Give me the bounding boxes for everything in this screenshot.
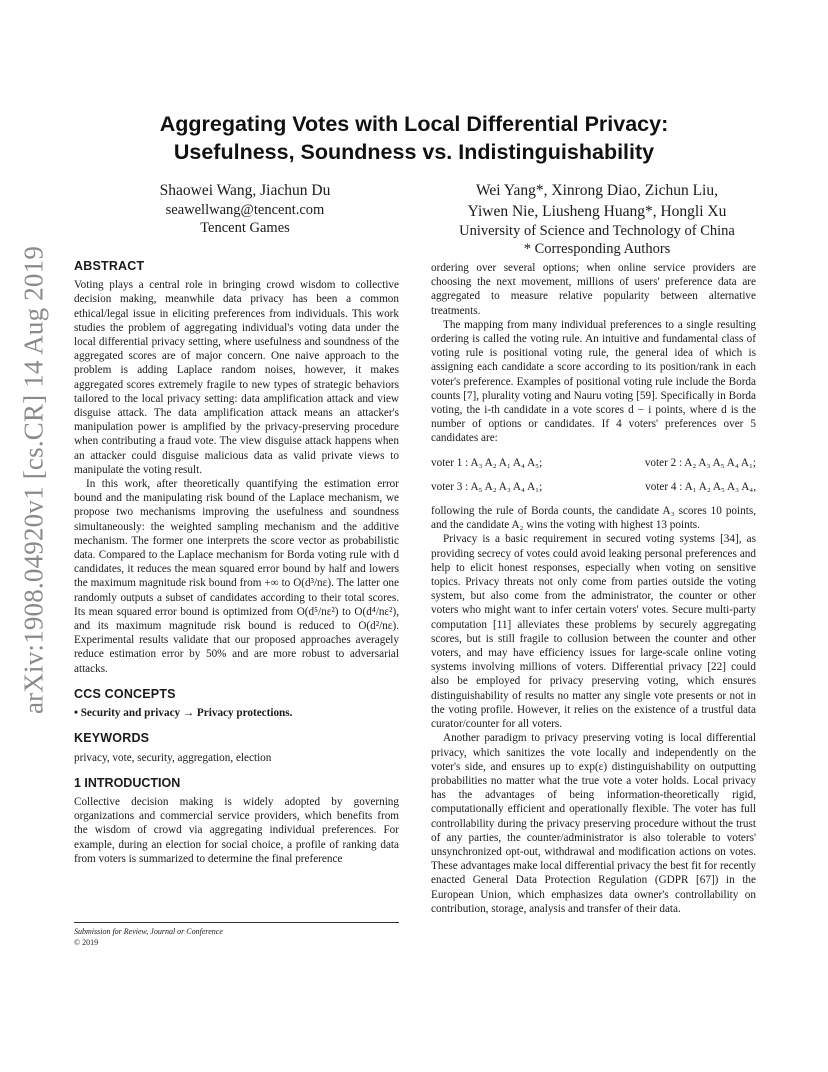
vote-row-2: [431, 480, 756, 494]
right-paragraph-1: ordering over several options; when online service providers are choosing the next movement, millions of users' preference data are aggregated to measure relative popularity between alternative treatments.: [431, 262, 756, 317]
right-column: [431, 261, 756, 916]
abstract-heading: ABSTRACT: [74, 259, 145, 273]
author-affiliation-left: Tencent Games: [200, 220, 290, 236]
voter-1-preference: voter 1 : A₃ A₂ A₁ A₄ A₅;: [431, 456, 543, 469]
voter-3-preference: voter 3 : A₅ A₂ A₃ A₄ A₁;: [431, 480, 543, 493]
right-paragraph-2: The mapping from many individual preferences to a single resulting ordering is called the voting rule. An intuitive and fundamental class of voting rule is positional voting rule, the general idea of which is assigning each candidate a score according to its position/rank in each voter's preference. Examples of positional voting rule include the Borda counts [7], plurality voting and Nauru voting [59]. Specifically in Borda voting, the i-th candidate in a vote scores d − i points, where d is the number of options or candidates. If 4 voters' preferences over 5 candidates are:: [431, 318, 756, 445]
vote-row-1: [431, 456, 756, 470]
author-email: seawellwang@tencent.com: [165, 202, 325, 218]
introduction-paragraph-1: Collective decision making is widely adopted by governing organizations and commercial service providers, which benefits from the wisdom of crowd via aggregating individual preferences. For example, during an election for social choice, a profile of ranking data from voters is summarized to determine the final preference: [74, 795, 399, 865]
abstract-paragraph-2: In this work, after theoretically quantifying the estimation error bound and the manipulating risk bound of the Laplace mechanism, we propose two mechanisms improving the usefulness and soundness simultaneously: the weighted sampling mechanism and the additive mechanism. The former one interprets the score vector as probabilistic data. Compared to the Laplace mechanism for Borda voting rule with d candidates, it reduces the mean squared error bound by half and lowers the maximum magnitude risk bound from +∞ to O(d³/nε). The latter one randomly outputs a subset of candidates according to their total scores. Its mean squared error bound is optimized from O(d⁵/nε²) to O(d⁴/nε²), and its maximum magnitude risk bound is reduced to O(d²/nε). Experimental results validate that our proposed approaches averagely reduce estimation error by 50% and are more robust to adversarial attacks.: [74, 478, 399, 675]
author-affiliation-right: University of Science and Technology of China: [459, 223, 735, 239]
copyright: © 2019: [74, 938, 99, 947]
page-footer: [74, 922, 399, 948]
keywords-text: privacy, vote, security, aggregation, election: [74, 751, 272, 764]
arxiv-sidebar: [14, 245, 54, 715]
arxiv-identifier: arXiv:1908.04920v1 [cs.CR] 14 Aug 2019: [18, 245, 49, 715]
voter-4-preference: voter 4 : A₁ A₂ A₅ A₃ A₄,: [645, 480, 756, 493]
title-line-2: Usefulness, Soundness vs. Indistinguishability: [173, 140, 655, 164]
author-block-right: [432, 180, 762, 258]
ccs-text: • Security and privacy → Privacy protections.: [74, 707, 293, 720]
right-paragraph-3: following the rule of Borda counts, the candidate A₃ scores 10 points, and the candidate A₂ wins the voting with highest 13 points.: [431, 505, 756, 532]
author-names-left: Shaowei Wang, Jiachun Du: [159, 182, 331, 199]
corresponding-note: * Corresponding Authors: [523, 241, 671, 257]
author-names-right-1: Wei Yang*, Xinrong Diao, Zichun Liu,: [476, 182, 718, 199]
voter-2-preference: voter 2 : A₂ A₃ A₅ A₄ A₁;: [644, 456, 756, 469]
author-names-right-2: Yiwen Nie, Liusheng Huang*, Hongli Xu: [467, 203, 727, 220]
right-paragraph-5: Another paradigm to privacy preserving voting is local differential privacy, which sanitizes the vote locally and independently on the voter's side, and ensures up to exp(ε) distinguishability on outputting probabilities no matter what the true vote a voter holds. Local privacy has the advantages of being information-theoretically rigid, computationally efficient and operationally flexible. The voter has full controllability during the privacy preserving procedure without the trust of any parties, the counter/administrator is also tolerable to voters' unsynchronized opt-out, withdrawal and modification actions on votes. These advantages make local differential privacy the best fit for recently enacted General Data Protection Regulation (GDPR [67]) in the European Union, which emphasizes data owner's controllability on contribution, storage, analysis and transfer of their data.: [431, 732, 756, 915]
paper-title: [0, 110, 828, 166]
introduction-heading: 1 INTRODUCTION: [74, 775, 181, 790]
submission-note: Submission for Review, Journal or Conference: [74, 927, 223, 936]
author-block-left: [120, 180, 370, 237]
left-column: [74, 259, 399, 866]
ccs-heading: CCS CONCEPTS: [74, 686, 176, 701]
footer-rule: [74, 922, 399, 923]
keywords-heading: KEYWORDS: [74, 731, 150, 746]
abstract-paragraph-1: Voting plays a central role in bringing crowd wisdom to collective decision making, meanwhile data privacy has been a common ethical/legal issue in eliciting preferences from individuals. This work studies the problem of aggregating individual's voting data under the local differential privacy setting, where usefulness and soundness of the aggregated scores are of major concern. One naive approach to the problem is adding Laplace random noises, however, it makes aggregated scores extremely fragile to new types of strategic behaviors tailored to the local privacy setting: data amplification attack and view disguise attack. The data amplification attack means an attacker's manipulation power is amplified by the privacy-preserving procedure when contributing a fraud vote. The view disguise attack happens when an attacker could disguise malicious data as valid private views to manipulate the voting result.: [74, 279, 399, 476]
title-line-1: Aggregating Votes with Local Differential Privacy:: [159, 112, 669, 136]
right-paragraph-4: Privacy is a basic requirement in secured voting systems [34], as providing secrecy of votes could avoid leaking personal preferences and help to elicit honest responses, especially when voting on sensitive topics. Privacy threats not only come from parties outside the voting system, but also come from the administrator, the counter or other voters who might want to infer certain voters' votes. Secure multi-party computation [11] alleviates these problems by securely aggregating scores, but is still fragile to collusion between the counter and other voters, and may have efficiency issues for large-scale online voting systems involving millions of voters. Differential privacy [22] could also be employed for privacy preserving voting, which ensures distinguishability of results no matter any single vote presents or not in the voting profile. However, it relies on the existence of a trustful data curator/counter for all voters.: [431, 533, 756, 731]
